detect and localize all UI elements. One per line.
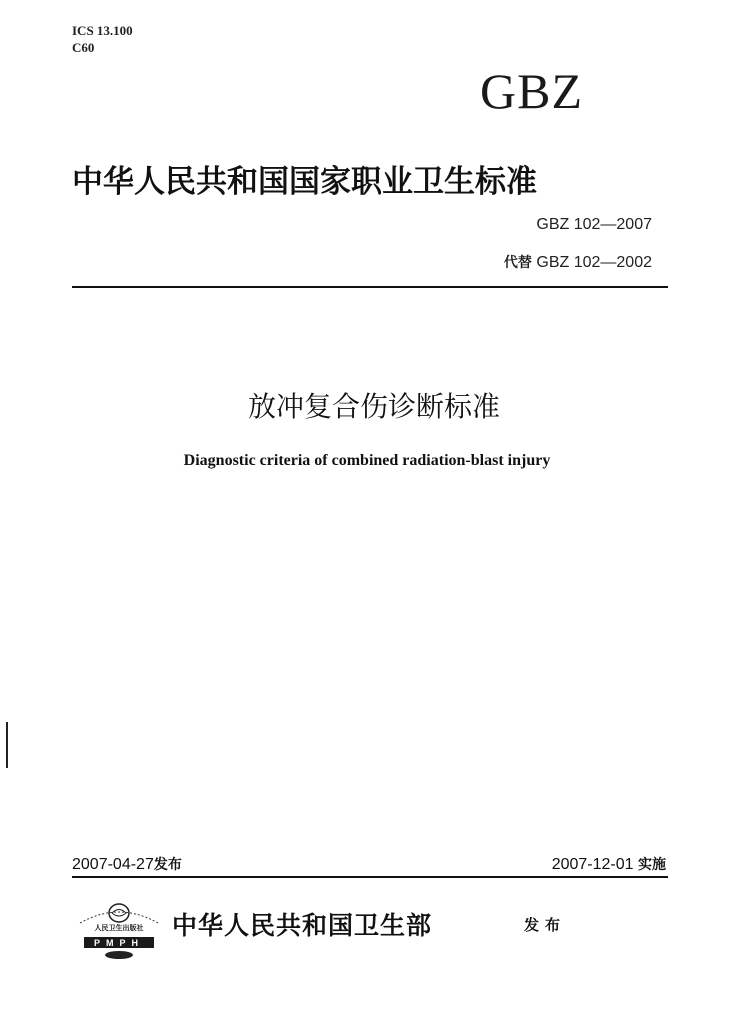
- logo-pmph-text: PMPH: [93, 938, 145, 948]
- svg-text:人民卫生出版社: 人民卫生出版社: [94, 924, 144, 932]
- header-divider: [72, 286, 668, 288]
- issuing-authority: 中华人民共和国卫生部: [172, 911, 433, 940]
- standard-number: [536, 216, 652, 234]
- issue-date-line: [72, 854, 182, 874]
- document-title-chinese: 放冲复合伤诊断标准: [247, 390, 500, 423]
- replaces-line: [504, 252, 652, 272]
- implement-date-line: [552, 854, 666, 874]
- standard-category-title: 中华人民共和国国家职业卫生标准: [72, 164, 537, 200]
- ccs-code: C60: [72, 40, 95, 55]
- scan-artifact-mark: [6, 722, 8, 768]
- issue-date: 2007-04-27: [72, 856, 154, 873]
- footer-divider: [72, 876, 668, 878]
- issue-label: 发布: [153, 857, 182, 873]
- replaces-label: 代替: [503, 255, 532, 271]
- publish-label: 发布: [524, 916, 567, 934]
- implement-label: 实施: [638, 857, 666, 873]
- document-title-english: Diagnostic criteria of combined radiation-blast injury: [183, 452, 551, 469]
- standard-number-text: GBZ 102—2007: [536, 216, 652, 233]
- ics-code: ICS 13.100: [72, 23, 133, 38]
- ics-code-block: [72, 22, 133, 56]
- implement-date: 2007-12-01: [551, 856, 634, 873]
- publisher-logo: [76, 897, 162, 963]
- replaces-number: GBZ 102—2002: [536, 254, 652, 271]
- gbz-series-logo: GBZ: [480, 63, 583, 119]
